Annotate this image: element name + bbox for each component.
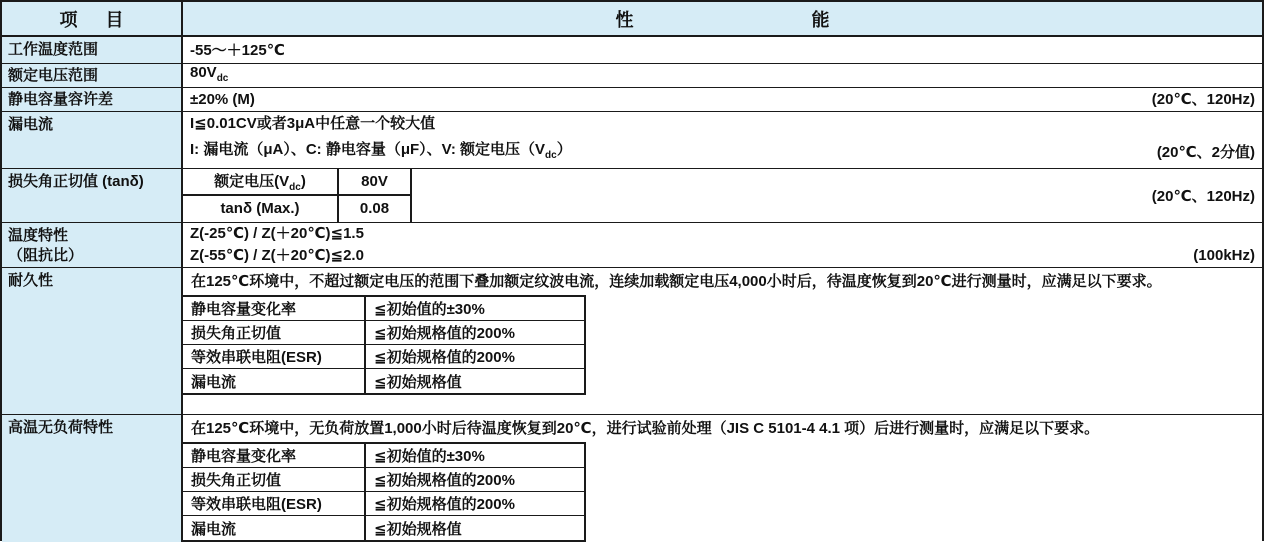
- tan-delta-voltage-value: 80V: [339, 169, 410, 196]
- high-temp-item: 等效串联电阻(ESR): [183, 492, 366, 516]
- row-op-temp-value: [183, 37, 1262, 64]
- row-tan-delta-value: [183, 169, 1262, 223]
- tan-delta-max-header: tanδ (Max.): [183, 196, 339, 223]
- tan-delta-voltage-header: 额定电压$(V_{dc})$: [183, 169, 339, 196]
- temp-char-note: (100kHz): [1193, 247, 1255, 264]
- row-leakage-label: 漏电流: [2, 112, 183, 169]
- row-endurance-value: [183, 268, 1262, 415]
- cap-tolerance-note: (20℃、120Hz): [1151, 91, 1255, 108]
- endurance-item: 损失角正切值: [183, 321, 366, 345]
- row-cap-tolerance-value: [183, 88, 1262, 112]
- rated-voltage-value: $80V_{dc}$: [190, 64, 229, 84]
- high-temp-spec: ≦初始规格值的200%: [366, 468, 586, 492]
- row-high-temp-value: [183, 415, 1262, 542]
- high-temp-item: 漏电流: [183, 516, 366, 540]
- header-item-label: 项目: [59, 9, 152, 30]
- tan-delta-table: [183, 169, 412, 222]
- row-op-temp-label: 工作温度范围: [2, 37, 183, 64]
- leakage-legend: I: 漏电流（μA）、C: 静电容量（μF）、V: 额定电压$(V_{dc})$: [190, 141, 572, 161]
- endurance-spec: ≦初始值的±30%: [366, 297, 586, 321]
- header-performance-cell: [183, 2, 1262, 37]
- endurance-spec: ≦初始规格值的200%: [366, 345, 586, 369]
- row-cap-tolerance-label: 静电容量容许差: [2, 88, 183, 112]
- row-temp-char-value: [183, 223, 1262, 268]
- header-item-cell: [2, 2, 183, 37]
- endurance-description: 在125℃环境中，不超过额定电压的范围下叠加额定纹波电流，连续加载额定电压4,000小时后，待温度恢复到20℃进行测量时，应满足以下要求。: [191, 273, 1162, 290]
- temp-char-z55: Z(-55℃) / Z(＋20℃)≦2.0: [190, 247, 364, 264]
- endurance-spec: ≦初始规格值的200%: [366, 321, 586, 345]
- row-high-temp-label: 高温无负荷特性: [2, 415, 183, 542]
- tan-delta-note: (20℃、120Hz): [1151, 188, 1255, 205]
- cap-tolerance-value: ±20% (M): [190, 91, 255, 108]
- high-temp-spec: ≦初始值的±30%: [366, 444, 586, 468]
- op-temp-value: -55～＋125℃: [190, 41, 285, 59]
- high-temp-spec: ≦初始规格值: [374, 520, 462, 538]
- tan-delta-max-value: 0.08: [359, 200, 390, 218]
- high-temp-spec: ≦初始规格值的200%: [366, 492, 586, 516]
- endurance-spec: ≦初始规格值: [374, 373, 462, 391]
- high-temp-table: [183, 442, 586, 542]
- row-endurance-label: 耐久性: [2, 268, 183, 415]
- high-temp-description: 在125℃环境中，无负荷放置1,000小时后待温度恢复到20℃，进行试验前处理（JIS C 5101-4 4.1 项）后进行测量时，应满足以下要求。: [191, 420, 1100, 437]
- row-rated-voltage-label: 额定电压范围: [2, 64, 183, 88]
- temp-char-z25: Z(-25℃) / Z(＋20℃)≦1.5: [190, 225, 364, 242]
- row-leakage-value: [183, 112, 1262, 169]
- row-temp-char-label: 温度特性 （阻抗比）: [2, 223, 183, 268]
- row-tan-delta-label: 损失角正切值 (tanδ): [2, 169, 183, 223]
- endurance-table: [183, 295, 586, 395]
- endurance-item: 等效串联电阻(ESR): [183, 345, 366, 369]
- high-temp-item: 静电容量变化率: [183, 444, 366, 468]
- high-temp-item: 损失角正切值: [183, 468, 366, 492]
- leakage-formula: I≦0.01CV或者3μA中任意一个较大值: [190, 115, 436, 132]
- endurance-item: 静电容量变化率: [183, 297, 366, 321]
- row-rated-voltage-value: [183, 64, 1262, 88]
- header-performance-label: 性能: [615, 9, 1008, 30]
- leakage-note: (20℃、2分值): [1156, 144, 1255, 161]
- endurance-item: 漏电流: [183, 369, 366, 393]
